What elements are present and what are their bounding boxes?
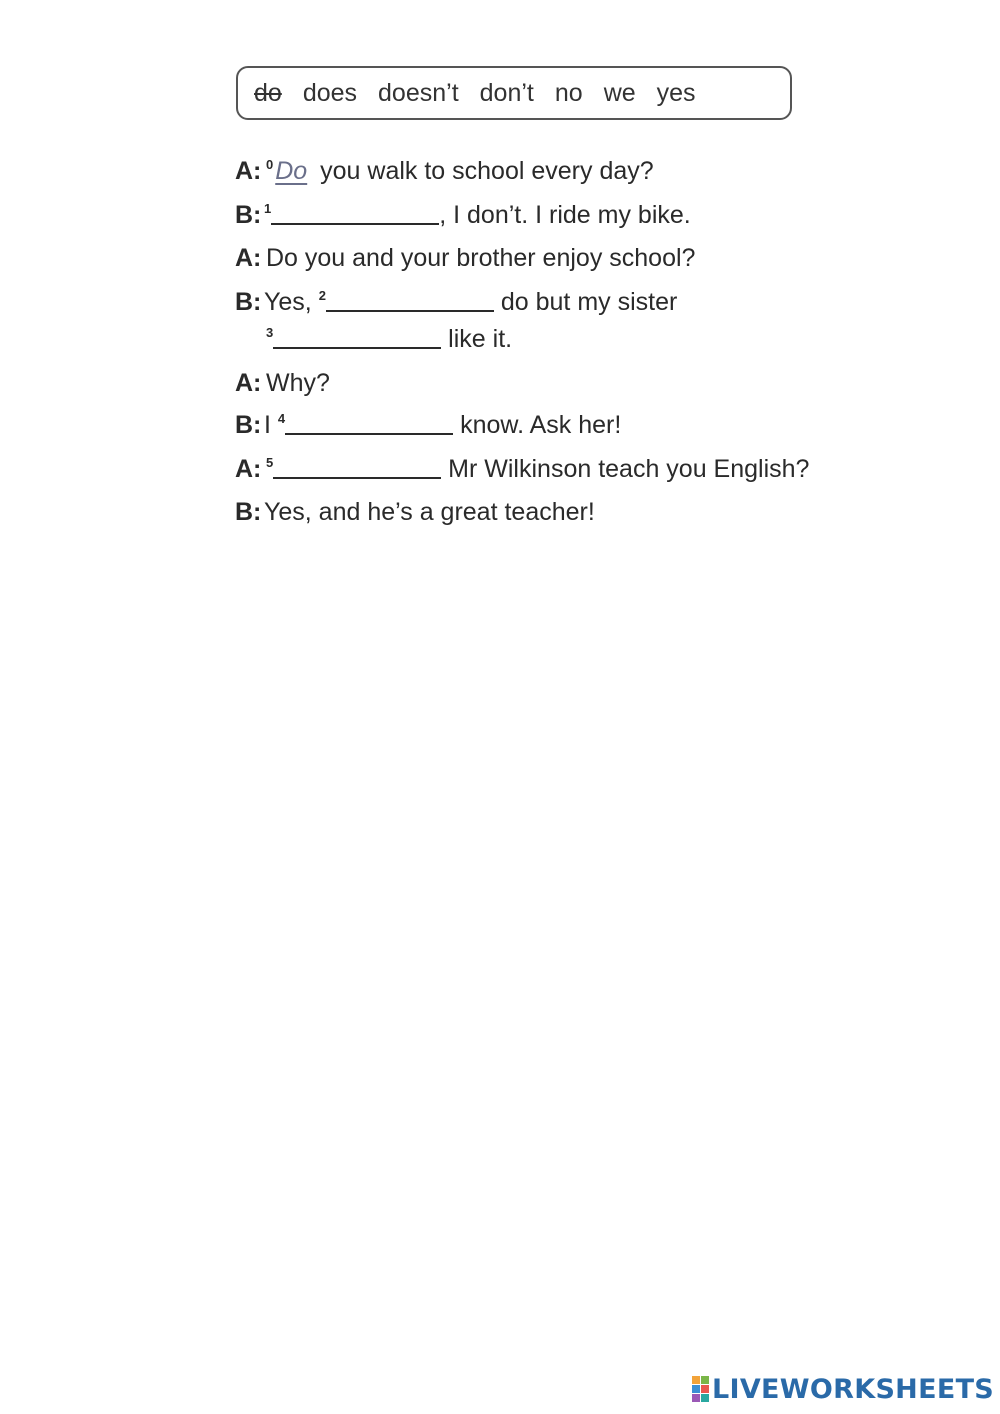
item-number: 2 bbox=[318, 288, 326, 303]
speaker-label: A: bbox=[235, 455, 262, 483]
speaker-label: B: bbox=[235, 288, 262, 316]
item-number: 3 bbox=[266, 325, 274, 340]
word-bank-item: doesn’t bbox=[378, 78, 459, 107]
dialogue-line-3 bbox=[235, 287, 677, 317]
line-text: know. Ask her! bbox=[453, 411, 622, 439]
line-text: you walk to school every day? bbox=[313, 157, 654, 185]
dialogue-line-5 bbox=[235, 410, 621, 440]
answer-blank-1[interactable] bbox=[271, 201, 439, 225]
speaker-label: A: bbox=[235, 244, 262, 272]
dialogue-line-4 bbox=[235, 368, 330, 398]
dialogue-line-3b bbox=[266, 324, 512, 354]
dialogue-line-6 bbox=[235, 454, 809, 484]
liveworksheets-brand bbox=[692, 1374, 994, 1405]
dialogue-line-0 bbox=[235, 156, 654, 186]
dialogue-line-1 bbox=[235, 200, 691, 230]
line-text: Mr Wilkinson teach you English? bbox=[441, 455, 810, 483]
line-text: do but my sister bbox=[493, 288, 678, 316]
line-text: Yes, and he’s a great teacher! bbox=[264, 498, 595, 526]
line-text: Do you and your brother enjoy school? bbox=[266, 244, 696, 272]
speaker-label: B: bbox=[235, 201, 262, 229]
line-text: I bbox=[264, 411, 278, 439]
word-bank-item: does bbox=[302, 78, 358, 107]
word-bank bbox=[236, 66, 792, 120]
liveworksheets-logo-icon bbox=[692, 1376, 708, 1404]
speaker-label: A: bbox=[235, 369, 262, 397]
speaker-label: A: bbox=[235, 157, 262, 185]
item-number: 4 bbox=[277, 411, 286, 426]
answer-blank-4[interactable] bbox=[285, 411, 453, 435]
example-answer: Do bbox=[275, 157, 308, 185]
answer-blank-3[interactable] bbox=[273, 325, 441, 349]
dialogue-line-7 bbox=[235, 497, 595, 527]
answer-blank-5[interactable] bbox=[273, 455, 441, 479]
word-bank-item: we bbox=[603, 78, 636, 107]
word-bank-item: no bbox=[554, 78, 583, 107]
word-bank-item: don’t bbox=[479, 78, 534, 107]
speaker-label: B: bbox=[235, 498, 262, 526]
line-text: Why? bbox=[266, 369, 330, 397]
word-bank-item: do bbox=[254, 78, 282, 107]
answer-blank-2[interactable] bbox=[326, 288, 494, 312]
brand-name: LIVEWORKSHEETS bbox=[712, 1374, 995, 1405]
item-number: 1 bbox=[264, 201, 272, 216]
line-text: Yes, bbox=[264, 288, 319, 316]
item-number: 0 bbox=[266, 157, 274, 172]
dialogue-line-2 bbox=[235, 243, 695, 273]
line-text: like it. bbox=[441, 325, 513, 353]
speaker-label: B: bbox=[235, 411, 262, 439]
line-text: , I don’t. I ride my bike. bbox=[439, 201, 691, 229]
word-bank-item: yes bbox=[656, 78, 696, 107]
item-number: 5 bbox=[266, 455, 274, 470]
